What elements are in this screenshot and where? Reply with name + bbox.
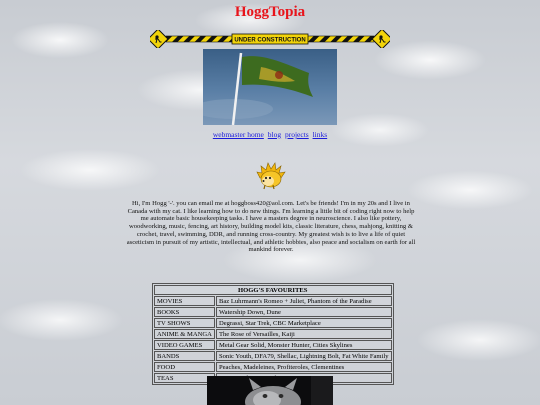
favourites-table [152,283,394,385]
bio-text: Hi, I'm Hogg '-'. you can email me at hoggboss420@aol.com. Let's be friends! I'm in my 20s and I live in Canada with my cat. I like learning how to do new things. I'm learning a little bit of coding right now to help me automate basic housekeeping tasks. I have a masters degree in neuroscience. I also like pottery, woodworking, music, fencing, art history, building model kits, classic literature, chess, mahjong, knitting & crochet, travel, swimming, DDR, and running cross-country. My greatest wish is to live a life of quiet asceticism in pursuit of my artistic, intellectual, and athletic hobbies, also peace and socialism on earth for all mankind forever. [126,200,416,254]
favourite-category: FOOD [154,362,215,372]
favourites-row [154,329,392,339]
favourites-heading: HOGG'S FAVOURITES [154,285,392,295]
nav-link-links[interactable]: links [312,130,328,139]
favourite-value: Peaches, Madeleines, Profiteroles, Clementines [216,362,392,372]
favourite-value: Metal Gear Solid, Monster Hunter, Cities Skylines [216,340,392,350]
favourite-value: The Rose of Versailles, Kaiji [216,329,392,339]
under-construction-text: UNDER CONSTRUCTION [234,37,306,44]
favourites-row [154,340,392,350]
nav-bar [0,130,540,139]
favourites-row [154,318,392,328]
favourites-row [154,351,392,361]
favourite-value: Watership Down, Dune [216,307,392,317]
favourite-category: ANIME & MANGA [154,329,215,339]
nav-link-blog[interactable]: blog [267,130,282,139]
hedgehog-mascot-icon [256,160,286,190]
favourite-category: VIDEO GAMES [154,340,215,350]
favourite-category: TEAS [154,373,215,383]
favourite-value: Degrassi, Star Trek, CBC Marketplace [216,318,392,328]
favourite-value: Baz Luhrmann's Romeo + Juliet, Phantom of the Paradise [216,296,392,306]
favourite-category: BANDS [154,351,215,361]
favourites-row [154,307,392,317]
construction-worker-icon [372,30,390,48]
favourites-row [154,296,392,306]
favourite-value: Sonic Youth, DFA79, Shellac, Lightning Bolt, Fat White Family [216,351,392,361]
favourite-category: BOOKS [154,307,215,317]
favourites-row [154,362,392,372]
flag-photo [203,49,337,125]
under-construction-banner [150,30,390,48]
nav-link-webmaster-home[interactable]: webmaster home [212,130,264,139]
cat-photo [207,376,333,405]
favourite-category: TV SHOWS [154,318,215,328]
page-title: HoggTopia [234,4,306,20]
nav-link-projects[interactable]: projects [284,130,309,139]
construction-worker-icon [150,30,168,48]
favourite-category: MOVIES [154,296,215,306]
